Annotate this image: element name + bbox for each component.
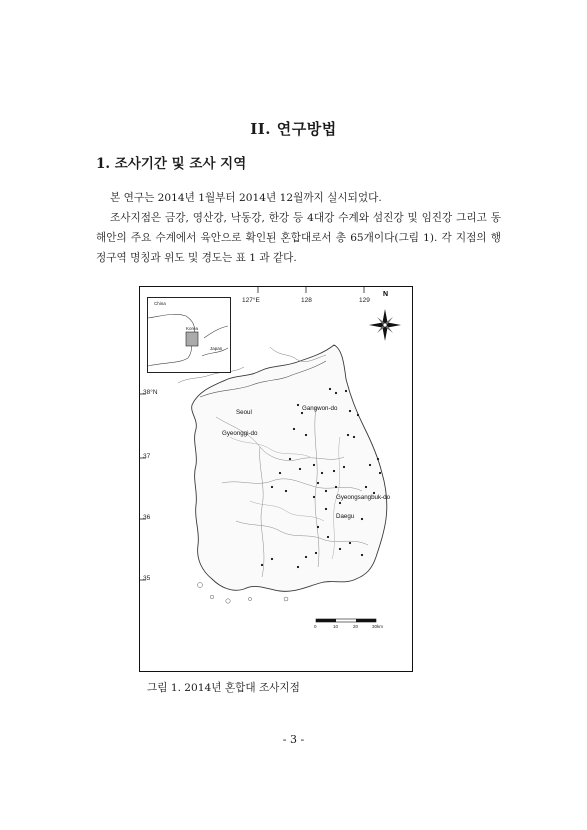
scale-label-20: 20 bbox=[353, 624, 359, 629]
body-paragraph-period: 본 연구는 2014년 1월부터 2014년 12월까지 실시되었다. bbox=[110, 192, 382, 204]
inset-map-drawing bbox=[148, 298, 230, 372]
survey-site-map bbox=[139, 286, 413, 672]
body-paragraph-sites: 조사지점은 금강, 영산강, 낙동강, 한강 등 4대강 수계와 섬진강 및 임진강 그리고 동해안의 주요 수계에서 육안으로 확인된 혼합대로서 총 65개이다(그림 1). 각 지점의 행정구역 명칭과 위도 및 경도는 표 1 과 같다. bbox=[96, 212, 501, 264]
subsection-title: 1. 조사기간 및 조사 지역 bbox=[96, 156, 247, 172]
latitude-label-38: 38°N bbox=[143, 389, 158, 396]
region-label-gyeongsangbuk: Gyeongsangbuk-do bbox=[336, 494, 391, 501]
region-label-gangwon: Gangwon-do bbox=[302, 405, 338, 412]
inset-label-china: China bbox=[154, 301, 166, 306]
section-title: II. 연구방법 bbox=[250, 120, 337, 138]
north-arrow-label: N bbox=[383, 291, 389, 298]
region-label-gyeonggi: Gyeonggi-do bbox=[222, 430, 258, 437]
inset-map bbox=[147, 297, 231, 373]
scale-label-10: 10 bbox=[333, 624, 339, 629]
inset-label-korea: Korea bbox=[186, 326, 199, 331]
region-label-daegu: Daegu bbox=[336, 513, 355, 520]
longitude-label-127: 127°E bbox=[242, 297, 260, 304]
figure-caption: 그림 1. 2014년 혼합대 조사지점 bbox=[147, 682, 300, 694]
inset-label-japan: Japan bbox=[210, 346, 223, 351]
latitude-label-37: 37 bbox=[143, 453, 151, 460]
region-label-seoul: Seoul bbox=[236, 409, 252, 416]
scale-label-30km: 30km bbox=[372, 624, 384, 629]
latitude-label-36: 36 bbox=[143, 514, 151, 521]
page-number: - 3 - bbox=[282, 733, 305, 746]
longitude-label-129: 129 bbox=[359, 297, 370, 304]
latitude-label-35: 35 bbox=[143, 575, 151, 582]
longitude-label-128: 128 bbox=[301, 297, 312, 304]
scale-label-0: 0 bbox=[314, 624, 317, 629]
